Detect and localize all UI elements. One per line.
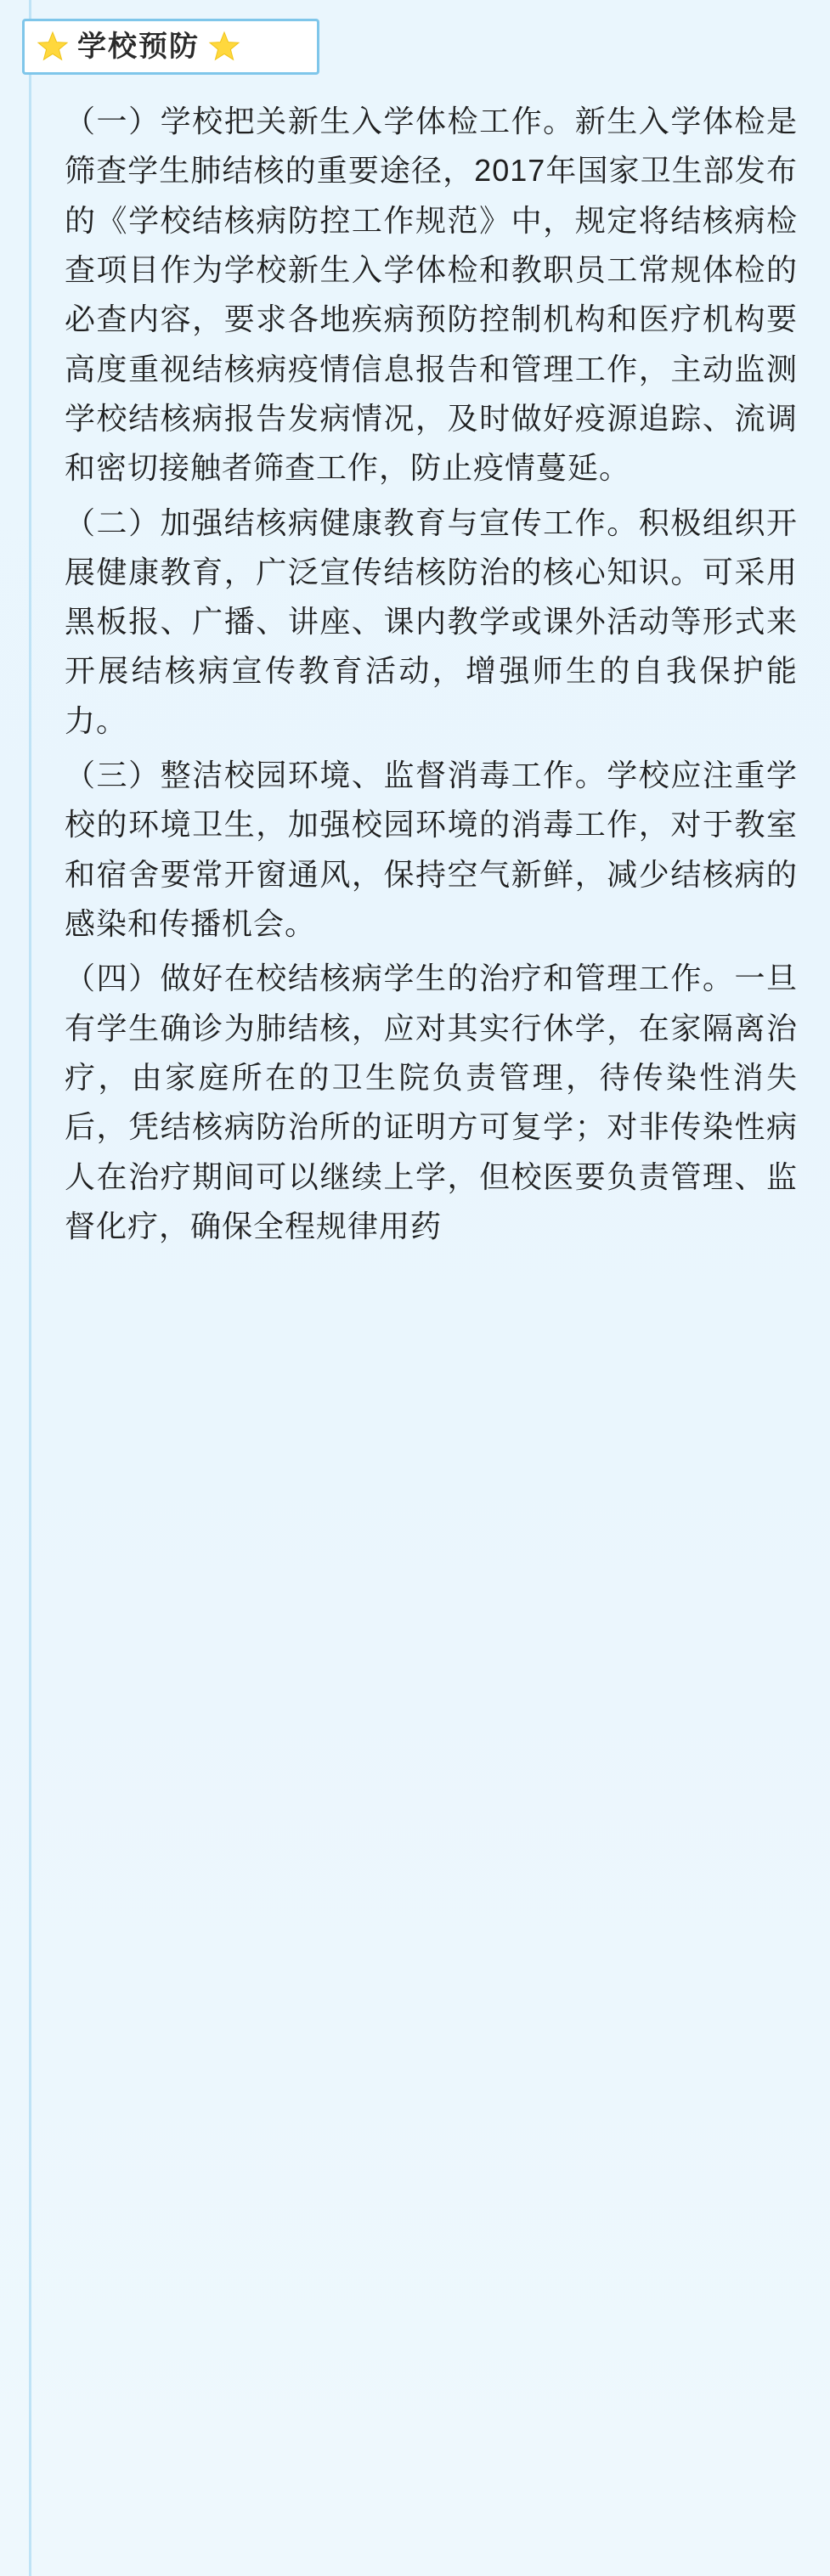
section-header-banner [22, 19, 319, 75]
star-icon [37, 31, 69, 63]
paragraph: （一）学校把关新生入学体检工作。新生入学体检是筛查学生肺结核的重要途径，2017年国家卫生部发布的《学校结核病防控工作规范》中，规定将结核病检查项目作为学校新生入学体检和教职员工常规体检的必查内容，要求各地疾病预防控制机构和医疗机构要高度重视结核病疫情信息报告和管理工作，主动监测学校结核病报告发病情况，及时做好疫源追踪、流调和密切接触者筛查工作，防止疫情蔓延。 [65, 104, 798, 486]
page-title: 学校预防 [77, 31, 200, 63]
paragraph: （四）做好在校结核病学生的治疗和管理工作。一旦有学生确诊为肺结核，应对其实行休学，在家隔离治疗，由家庭所在的卫生院负责管理，待传染性消失后，凭结核病防治所的证明方可复学；对非传染性病人在治疗期间可以继续上学，但校医要负责管理、监督化疗，确保全程规律用药 [65, 961, 798, 1243]
paragraph: （三）整洁校园环境、监督消毒工作。学校应注重学校的环境卫生，加强校园环境的消毒工作，对于教室和宿舍要常开窗通风，保持空气新鲜，减少结核病的感染和传播机会。 [65, 758, 798, 941]
star-icon [208, 31, 240, 63]
paragraph: （二）加强结核病健康教育与宣传工作。积极组织开展健康教育，广泛宣传结核防治的核心知识。可采用黑板报、广播、讲座、课内教学或课外活动等形式来开展结核病宣传教育活动，增强师生的自我保护能力。 [65, 504, 798, 738]
bottom-spacer [65, 1256, 798, 1277]
article-body [65, 97, 798, 1327]
left-vertical-rule [29, 0, 31, 2576]
